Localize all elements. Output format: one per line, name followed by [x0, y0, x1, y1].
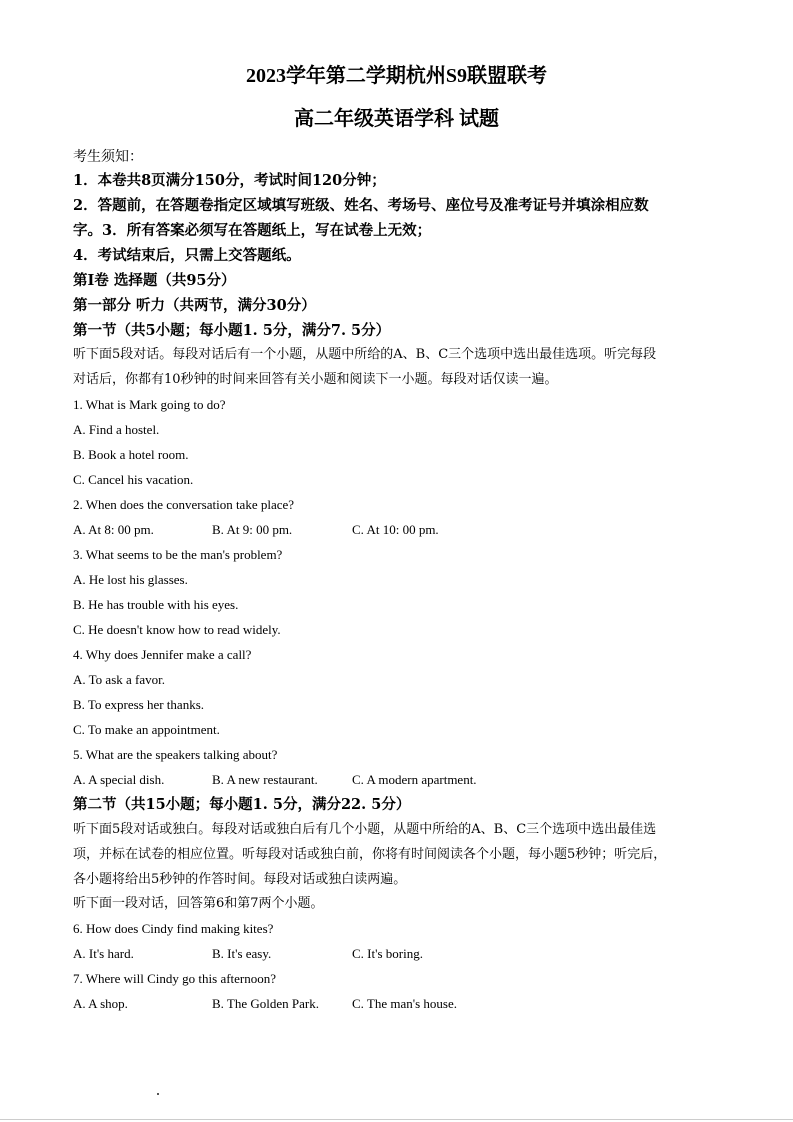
option-a: A. At 8: 00 pm.: [73, 522, 154, 537]
notice-heading: 考生须知：: [73, 149, 143, 165]
section-instruction: 听下面5段对话。每段对话后有一个小题，从题中所给的A、B、C三个选项中选出最佳选项。听完每段: [73, 347, 657, 362]
notice-item: 1．本卷共8页满分150分，考试时间120分钟；: [73, 172, 386, 189]
question-stem: 2. When does the conversation take place?: [73, 497, 295, 512]
option-b: B. To express her thanks.: [73, 697, 204, 712]
question-stem: 4. Why does Jennifer make a call?: [73, 647, 252, 662]
question-stem: 5. What are the speakers talking about?: [73, 747, 278, 762]
section-instruction: 对话后，你都有10秒钟的时间来回答有关小题和阅读下一小题。每段对话仅读一遍。: [73, 372, 558, 387]
section-heading: 第二节（共15小题；每小题1. 5分，满分22. 5分）: [73, 796, 411, 813]
page-bottom-rule: [0, 1119, 793, 1120]
option-c: C. It's boring.: [352, 946, 423, 961]
question-stem: 3. What seems to be the man's problem?: [73, 547, 283, 562]
option-b: B. The Golden Park.: [212, 996, 319, 1011]
section-heading: 第一节（共5小题；每小题1. 5分，满分7. 5分）: [73, 322, 391, 339]
option-b: B. A new restaurant.: [212, 772, 318, 787]
notice-item: 字。3．所有答案必须写在答题纸上，写在试卷上无效；: [73, 222, 432, 239]
section-instruction: 项，并标在试卷的相应位置。听每段对话或独白前，你将有时间阅读各个小题，每小题5秒钟；听完后，: [73, 847, 667, 862]
option-a: A. A shop.: [73, 996, 128, 1011]
section-instruction: 各小题将给出5秒钟的作答时间。每段对话或独白读两遍。: [73, 872, 407, 887]
sub-instruction: 听下面一段对话，回答第6和第7两个小题。: [73, 896, 324, 911]
volume-heading: 第I卷 选择题（共95分）: [73, 272, 236, 289]
section-instruction: 听下面5段对话或独白。每段对话或独白后有几个小题，从题中所给的A、B、C三个选项中选出最佳选: [73, 822, 657, 837]
option-c: C. Cancel his vacation.: [73, 472, 194, 487]
option-b: B. He has trouble with his eyes.: [73, 597, 239, 612]
option-a: A. He lost his glasses.: [73, 572, 188, 587]
notice-item: 2．答题前，在答题卷指定区域填写班级、姓名、考场号、座位号及准考证号并填涂相应数: [73, 197, 649, 214]
option-a: A. It's hard.: [73, 946, 134, 961]
page-subtitle: 高二年级英语学科 试题: [294, 108, 499, 130]
option-c: C. A modern apartment.: [352, 772, 477, 787]
option-a: A. A special dish.: [73, 772, 165, 787]
page-title: 2023学年第二学期杭州S9联盟联考: [245, 65, 548, 87]
scan-dot: [157, 1093, 159, 1095]
option-b: B. Book a hotel room.: [73, 447, 189, 462]
option-c: C. The man's house.: [352, 996, 458, 1011]
option-c: C. He doesn't know how to read widely.: [73, 622, 281, 637]
option-c: C. At 10: 00 pm.: [352, 522, 439, 537]
question-stem: 1. What is Mark going to do?: [73, 397, 226, 412]
option-a: A. To ask a favor.: [73, 672, 165, 687]
question-stem: 6. How does Cindy find making kites?: [73, 921, 274, 936]
question-stem: 7. Where will Cindy go this afternoon?: [73, 971, 277, 986]
option-b: B. It's easy.: [212, 946, 272, 961]
option-a: A. Find a hostel.: [73, 422, 160, 437]
option-c: C. To make an appointment.: [73, 722, 220, 737]
option-b: B. At 9: 00 pm.: [212, 522, 293, 537]
part-heading: 第一部分 听力（共两节，满分30分）: [73, 297, 316, 314]
notice-item: 4．考试结束后，只需上交答题纸。: [73, 247, 301, 264]
